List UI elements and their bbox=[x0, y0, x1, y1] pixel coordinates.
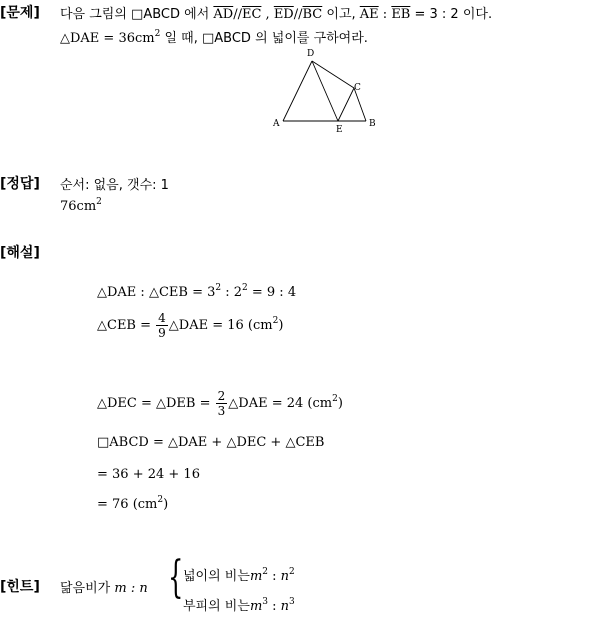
label-e: E bbox=[336, 125, 343, 135]
answer-tag: [정답] bbox=[0, 176, 40, 192]
explanation-line-1 bbox=[97, 285, 296, 300]
exponent: 3 bbox=[262, 597, 268, 607]
answer-value bbox=[60, 199, 102, 214]
segment-ad-line bbox=[283, 61, 312, 121]
math-text: △DAE = 16 (cm bbox=[168, 318, 273, 333]
math-text: △DEC = △DEB = bbox=[97, 396, 215, 411]
math-text: △CEB = bbox=[97, 318, 156, 333]
hint-row-volume bbox=[183, 595, 295, 614]
segment-ad: $\overline{AD}$ bbox=[213, 7, 234, 22]
hint-tag: [힌트] bbox=[0, 579, 40, 595]
exponent: 2 bbox=[262, 567, 268, 577]
geometry-figure bbox=[266, 44, 382, 136]
explanation-line-6 bbox=[97, 497, 168, 512]
math-text: : 2 bbox=[221, 285, 243, 300]
exponent: 2 bbox=[272, 316, 279, 326]
math-var: n bbox=[280, 569, 290, 584]
exponent: 2 bbox=[157, 495, 164, 505]
math-text: ) bbox=[337, 396, 343, 411]
problem-tag: [문제] bbox=[0, 5, 40, 21]
hint-row-area bbox=[183, 565, 295, 584]
segment-de-line bbox=[312, 61, 338, 121]
explanation-line-4: □ABCD = △DAE + △DEC + △CEB bbox=[97, 435, 325, 450]
problem-text: 다음 그림의 □ABCD 에서 bbox=[60, 7, 214, 22]
math-text: △DAE = 24 (cm bbox=[228, 396, 333, 411]
explanation-line-5: = 36 + 24 + 16 bbox=[97, 467, 200, 482]
label-b: B bbox=[369, 119, 376, 129]
label-c: C bbox=[354, 83, 361, 93]
exponent: 2 bbox=[332, 394, 338, 404]
math-text: ) bbox=[278, 318, 284, 333]
ratio-sign: : bbox=[268, 599, 281, 614]
hint-text: 닮음비가 bbox=[60, 581, 115, 596]
problem-line-1 bbox=[60, 3, 492, 22]
explanation-tag: [해설] bbox=[0, 245, 40, 261]
math-text: △DAE : △CEB = 3 bbox=[97, 285, 216, 300]
hint-lead bbox=[60, 577, 148, 596]
exponent: 3 bbox=[289, 597, 295, 607]
problem-text: 일 때, □ABCD 의 넓이를 구하여라. bbox=[160, 31, 368, 46]
denominator: 9 bbox=[158, 326, 166, 340]
separator: , bbox=[261, 7, 274, 22]
answer-meta: 순서: 없음, 갯수: 1 bbox=[60, 178, 169, 193]
label-d: D bbox=[307, 49, 315, 59]
numerator: 4 bbox=[158, 311, 166, 325]
explanation-line-3 bbox=[97, 389, 343, 418]
math-text: = 76 (cm bbox=[97, 497, 158, 512]
math-var: m bbox=[249, 599, 263, 614]
segment-ec: $\overline{EC}$ bbox=[241, 7, 262, 22]
problem-text: = 3 : 2 이다. bbox=[410, 7, 493, 22]
label-a: A bbox=[273, 119, 280, 129]
ratio-sign: : bbox=[268, 569, 281, 584]
segment-ae: $\overline{AE}$ bbox=[359, 7, 379, 22]
explanation-line-2 bbox=[97, 311, 283, 340]
ratio-sign: : bbox=[378, 7, 392, 22]
segment-ec-line bbox=[338, 88, 354, 121]
segment-eb: $\overline{EB}$ bbox=[391, 7, 411, 22]
exponent: 2 bbox=[96, 197, 102, 207]
math-text: ) bbox=[163, 497, 169, 512]
segment-bc: $\overline{BC}$ bbox=[302, 7, 323, 22]
hint-brace: { bbox=[168, 552, 184, 603]
denominator: 3 bbox=[217, 404, 226, 418]
exponent: 2 bbox=[154, 29, 161, 39]
exponent: 2 bbox=[242, 283, 248, 293]
fraction bbox=[216, 389, 228, 418]
parallel-sign: // bbox=[293, 7, 303, 22]
parallel-sign: // bbox=[233, 7, 242, 22]
numerator: 2 bbox=[217, 389, 226, 403]
answer-number: 76cm bbox=[60, 199, 97, 214]
segment-ed: $\overline{ED}$ bbox=[273, 7, 294, 22]
math-var: m bbox=[249, 569, 263, 584]
problem-text: △DAE = 36cm bbox=[60, 31, 155, 46]
fraction bbox=[156, 311, 168, 340]
math-text: = 9 : 4 bbox=[247, 285, 297, 300]
math-var: n bbox=[280, 599, 290, 614]
exponent: 2 bbox=[289, 567, 295, 577]
problem-text: 이고, bbox=[322, 7, 360, 22]
hint-ratio: m : n bbox=[114, 581, 148, 596]
hint-text: 넓이의 비는 bbox=[183, 569, 250, 584]
exponent: 2 bbox=[215, 283, 222, 293]
hint-text: 부피의 비는 bbox=[183, 599, 250, 614]
